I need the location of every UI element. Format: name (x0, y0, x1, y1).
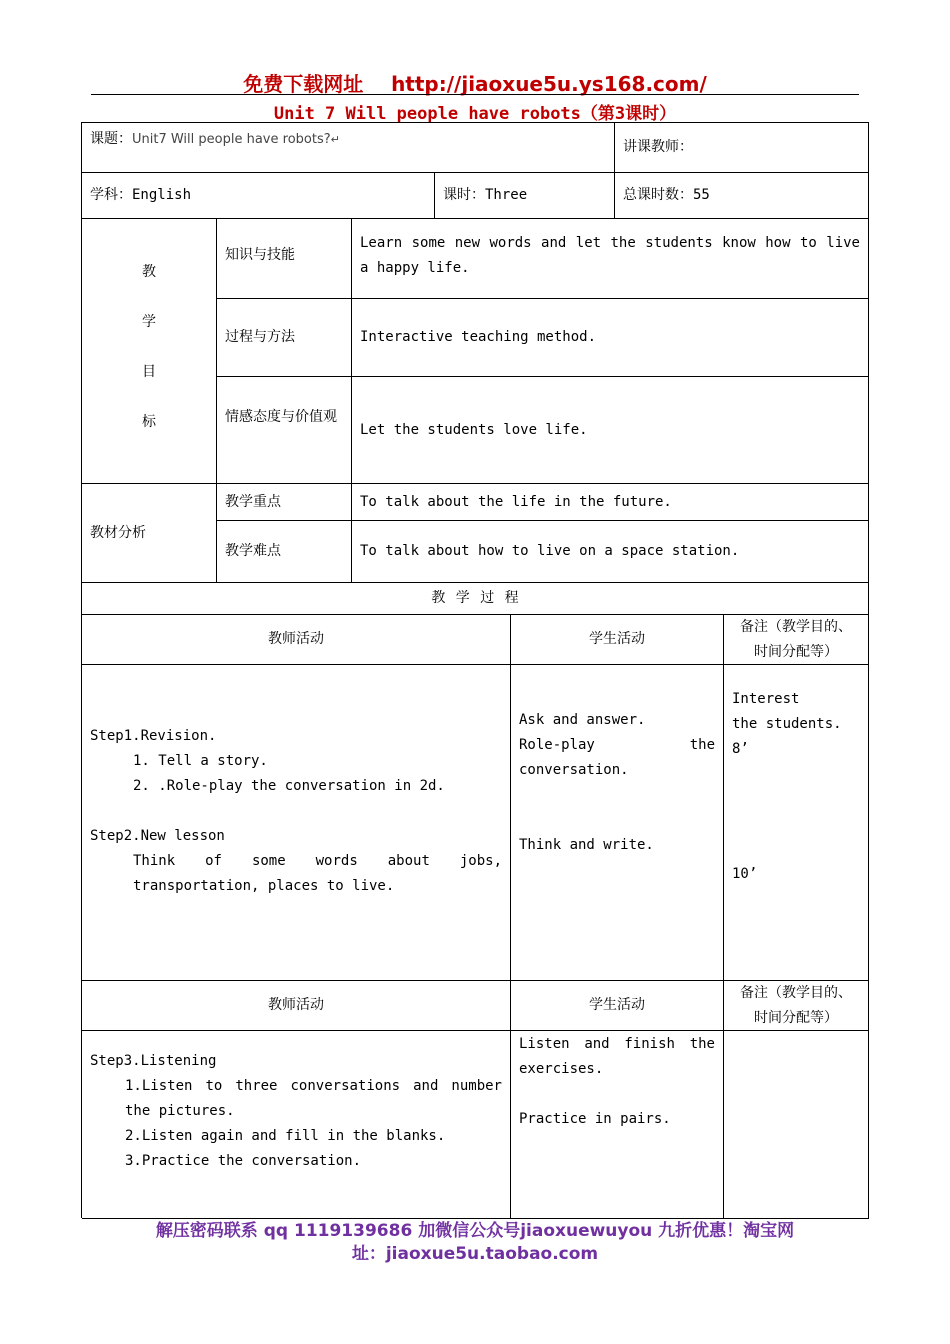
teacher-activity-2: Step3.Listening 1.Listen to three conversations and number the pictures. 2.Listen again and fill in the blanks. 3.Practice the conversation. (82, 1031, 511, 1219)
teacher-activity-header: 教师活动 (82, 615, 511, 665)
student-activity-2: Listen and finish the exercises. Practice in pairs. (511, 1031, 724, 1219)
teacher-label: 讲课教师： (623, 139, 693, 155)
objectives-label: 教 学 目 标 (82, 219, 217, 484)
download-header[interactable] (0, 68, 950, 97)
student-activity-header-2: 学生活动 (511, 981, 724, 1031)
download-label: 免费下载网址 (243, 72, 364, 96)
footer-notice: 解压密码联系 qq 1119139686 加微信公众号jiaoxuewuyou 九折优惠！淘宝网 址：jiaoxue5u.taobao.com (155, 1221, 795, 1264)
objective-text-1: Learn some new words and let the students know how to live a happy life. (352, 219, 869, 299)
difficulty-text: To talk about how to live on a space station. (352, 521, 869, 583)
topic-value: Unit7 Will people have robots? (132, 132, 331, 147)
lesson-table (81, 122, 869, 1218)
period-cell (435, 173, 615, 219)
page-title: Unit 7 Will people have robots（第3课时） (273, 104, 677, 124)
teacher-activity-1: Step1.Revision. 1. Tell a story. 2. .Role-play the conversation in 2d. Step2.New lesson Think of some words about jobs, transportation, places to live. (82, 665, 511, 981)
key-point-name: 教学重点 (217, 484, 352, 521)
total-periods: 总课时数：55 (623, 187, 710, 203)
topic-label: 课题： (90, 131, 132, 147)
objective-name-2: 过程与方法 (217, 299, 352, 377)
process-title: 教 学 过 程 (82, 583, 869, 615)
header-rule (91, 94, 859, 95)
note-header: 备注（教学目的、 时间分配等） (724, 615, 869, 665)
key-point-text: To talk about the life in the future. (352, 484, 869, 521)
subject: 学科：English (90, 187, 192, 203)
objective-text-3: Let the students love life. (352, 377, 869, 484)
objective-text-2: Interactive teaching method. (352, 299, 869, 377)
student-activity-1: Ask and answer. Role-play the conversation. Think and write. (511, 665, 724, 981)
teacher-activity-header-2: 教师活动 (82, 981, 511, 1031)
subject-cell (82, 173, 435, 219)
teacher-cell (615, 123, 869, 173)
objective-name-3: 情感态度与价值观 (217, 377, 352, 484)
difficulty-name: 教学难点 (217, 521, 352, 583)
student-activity-header: 学生活动 (511, 615, 724, 665)
objective-name-1: 知识与技能 (217, 219, 352, 299)
note-header-2: 备注（教学目的、 时间分配等） (724, 981, 869, 1031)
topic-cell: 课题：Unit7 Will people have robots?↵ (82, 123, 615, 173)
note-1: Interest the students. 8’ 10’ (724, 665, 869, 981)
analysis-label: 教材分析 (82, 484, 217, 583)
period: 课时：Three (443, 187, 528, 203)
download-url[interactable]: http://jiaoxue5u.ys168.com/ (391, 72, 707, 96)
total-cell (615, 173, 869, 219)
note-2 (724, 1031, 869, 1219)
